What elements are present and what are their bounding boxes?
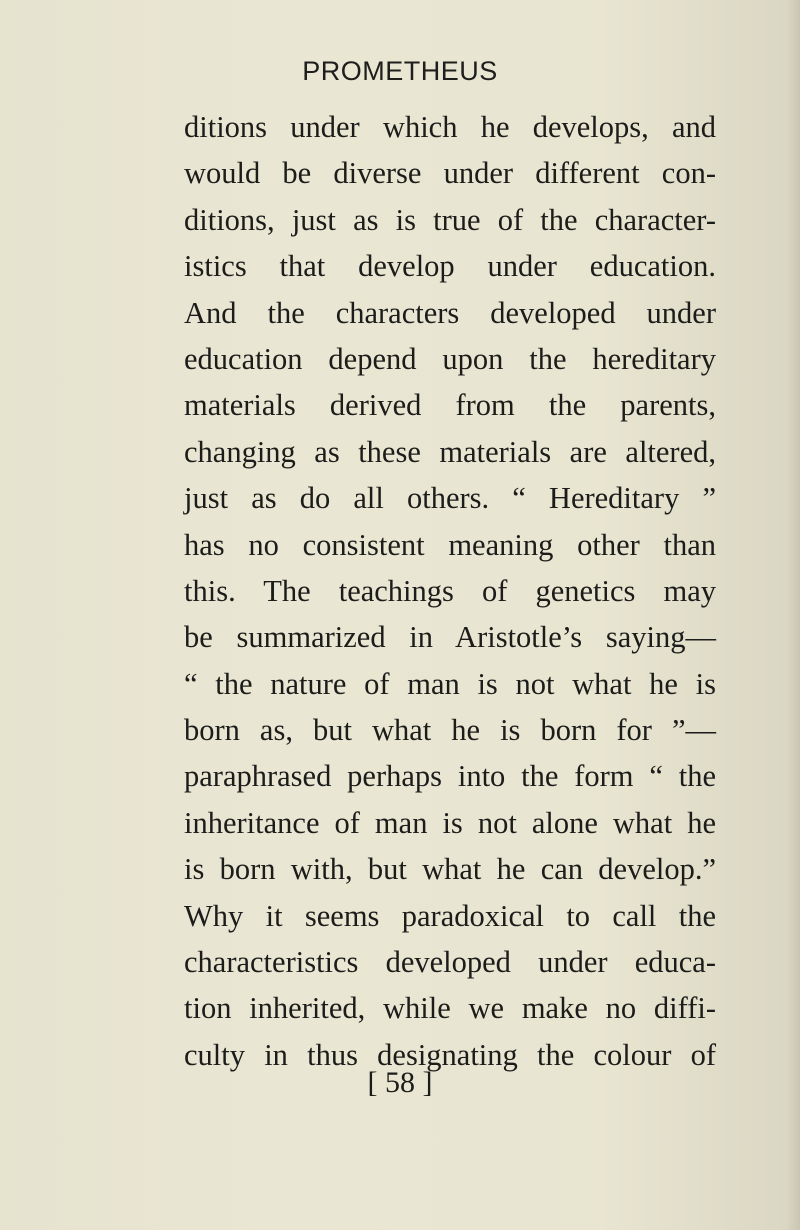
text-line: Why it seems paradoxical to call the: [184, 898, 716, 933]
text-line: just as do all others. “ Hereditary ”: [184, 481, 716, 516]
page-number: [ 58 ]: [367, 1066, 433, 1099]
text-line: would be diverse under different con-: [184, 156, 716, 191]
text-line: materials derived from the parents,: [184, 388, 716, 423]
text-line: has no consistent meaning other than: [184, 527, 716, 562]
text-line: tion inherited, while we make no diffi-: [184, 991, 716, 1026]
text-line: this. The teachings of genetics may: [184, 573, 716, 608]
text-line: characteristics developed under educa-: [184, 945, 716, 980]
text-line: be summarized in Aristotle’s saying—: [184, 620, 716, 655]
text-line: ditions under which he develops, and: [184, 110, 716, 144]
text-line: changing as these materials are altered,: [184, 434, 716, 469]
body-text: [184, 104, 716, 1078]
text-line: istics that develop under education.: [184, 249, 716, 284]
text-line: culty in thus designating the colour of: [184, 1037, 716, 1072]
text-line: “ the nature of man is not what he is: [184, 666, 716, 701]
text-line: paraphrased perhaps into the form “ the: [184, 759, 716, 794]
text-line: inheritance of man is not alone what he: [184, 805, 716, 840]
page-edge-shadow: [786, 0, 800, 1230]
text-line: And the characters developed under: [184, 295, 716, 330]
running-head: PROMETHEUS: [302, 56, 498, 86]
text-line: education depend upon the hereditary: [184, 341, 716, 376]
text-line: is born with, but what he can develop.”: [184, 852, 716, 887]
text-line: born as, but what he is born for ”—: [184, 713, 716, 748]
text-line: ditions, just as is true of the character-: [184, 202, 716, 237]
